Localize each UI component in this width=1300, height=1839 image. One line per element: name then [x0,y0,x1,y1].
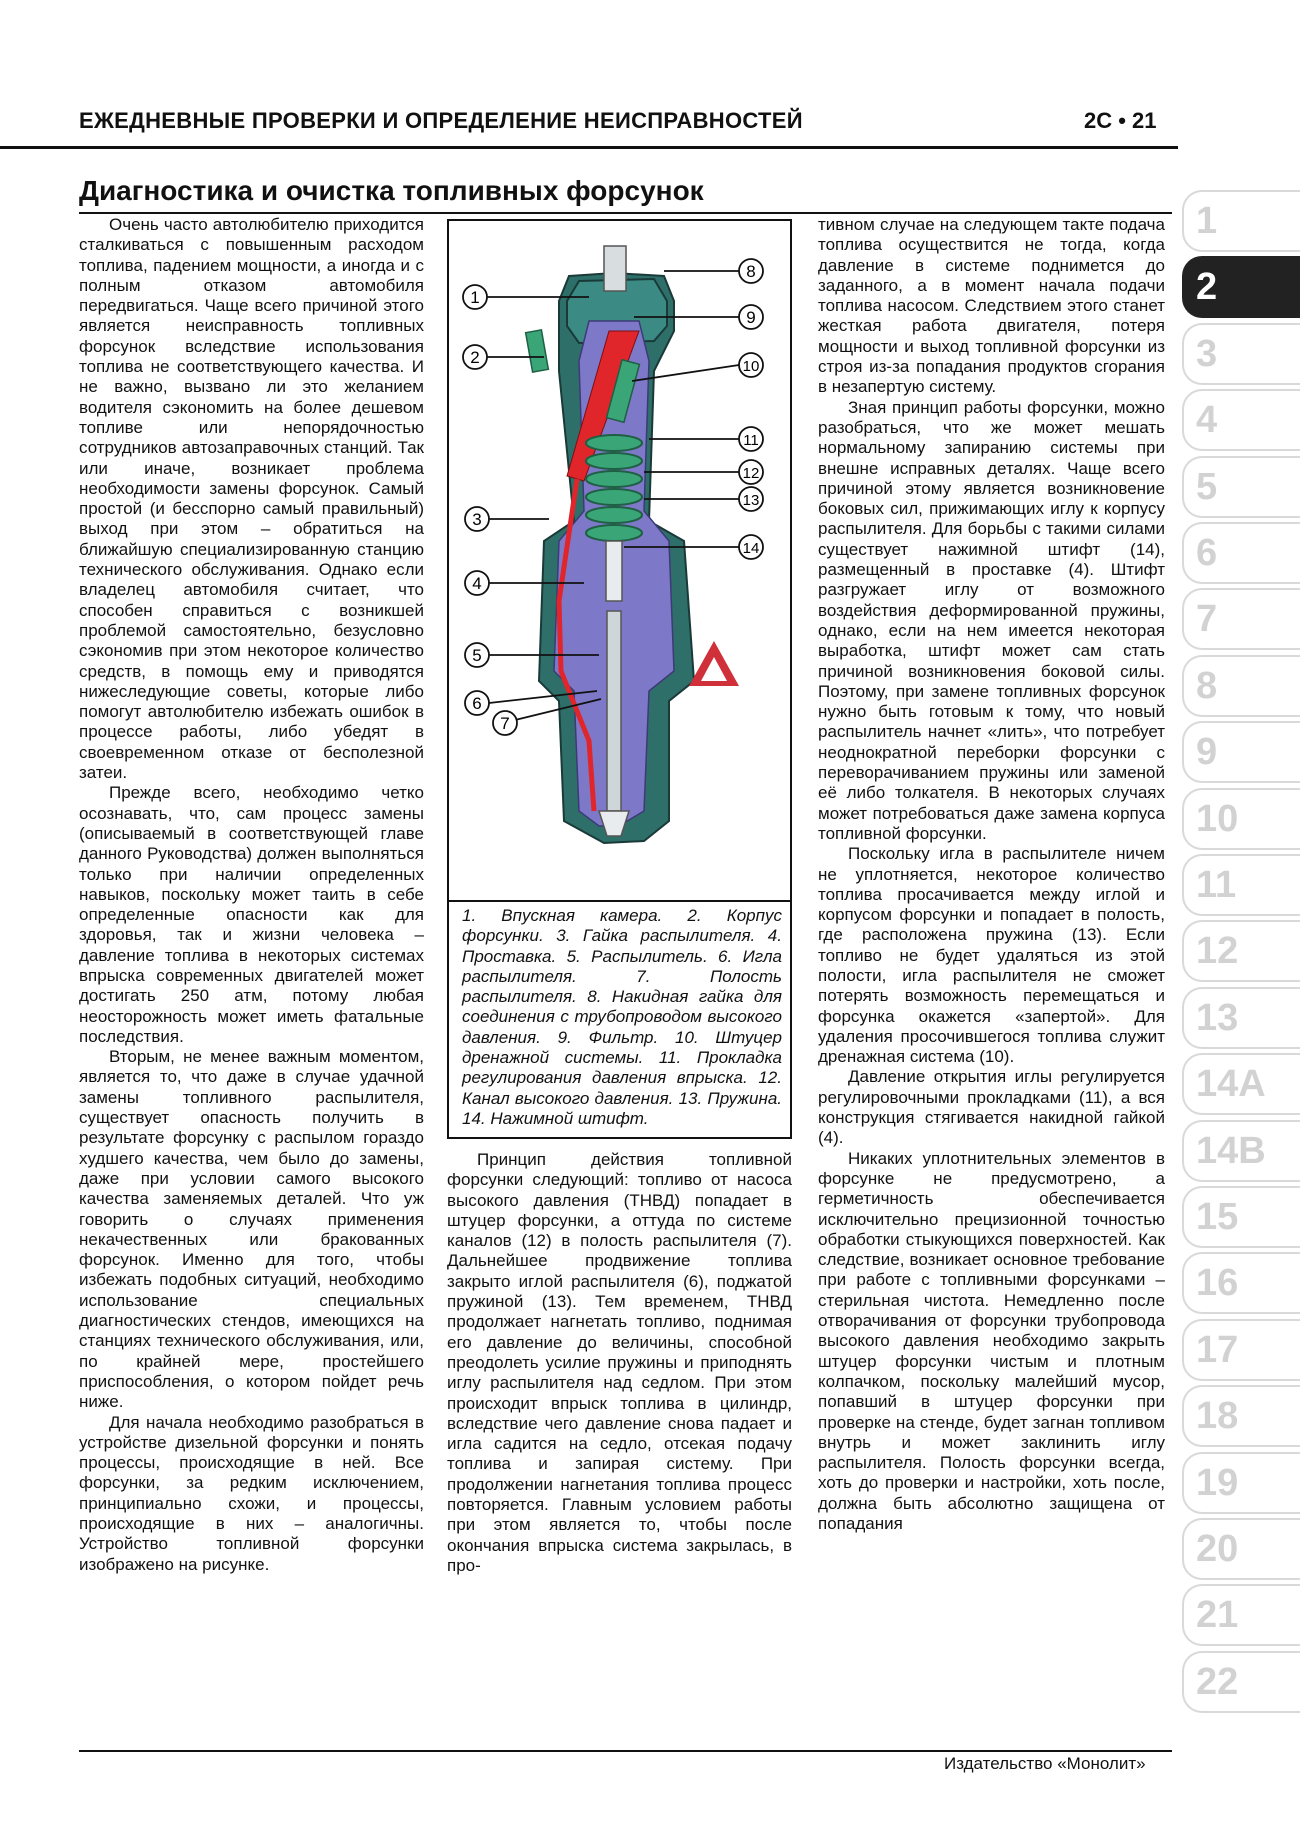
text-column-2 [447,1150,792,1576]
header-rule [0,146,1178,149]
paragraph: Принцип действия топливной форсунки следующий: топливо от насоса высокого давления (ТНВД) попадает в штуцер форсунки, а оттуда по системе каналов (12) в полость распылителя (7). Дальнейшее продвижение топлива закрыто иглой распылителя (6), поджатой пружиной (13). Тем временем, ТНВД продолжает нагнетать топливо, поднимая его давление до величины, способной преодолеть усилие пружины и приподнять иглу распылителя над седлом. При этом происходит впрыск топлива в цилиндр, вследствие чего давление снова падает и игла садится на седло, отсекая подачу топлива и запирая систему. При продолжении нагнетания топлива процесс повторяется. Главным условием работы при этом является то, чтобы после окончания впрыска система закрылась, в про- [447,1150,792,1575]
paragraph: Зная принцип работы форсунки, можно разобраться, что же может мешать нормальному запиранию системы при внешне исправных деталях. Чаще всего причиной этому является возникновение боковых сил, прижимающих иглу к корпусу распылителя. Для борьбы с такими силами существует нажимной штифт (14), размещенный в проставке (4). Штифт разгружает иглу от возможного воздействия деформированной пружины, однако, если на нем имеется некоторая выработка, штифт может сам стать причиной возникновения боковой силы. Поэтому, при замене топливных форсунок нужно быть готовым к тому, что новый распылитель начнет «лить», что потребует неоднократной переборки форсунки с переворачиванием пружины или заменой её либо толкателя. В некоторых случаях может потребоваться даже замена корпуса топливной форсунки. [818,397,1165,843]
chapter-tab-10[interactable]: 10 [1182,788,1300,850]
chapter-tab-11[interactable]: 11 [1182,854,1300,916]
callout-4 [465,571,489,595]
callout-11 [739,427,763,451]
chapter-tab-7[interactable]: 7 [1182,588,1300,650]
nozzle-needle [607,611,621,811]
callout-1 [463,285,487,309]
chapter-tab-12[interactable]: 12 [1182,920,1300,982]
text-column-1 [79,215,424,1575]
chapter-tab-14А[interactable]: 14А [1182,1053,1300,1115]
callout-7 [493,711,517,735]
callout-2 [463,345,487,369]
svg-text:14: 14 [742,540,760,557]
svg-text:3: 3 [472,510,482,529]
figure-caption: 1. Впускная камера. 2. Корпус форсунки. 3. Гайка распылителя. 4. Проставка. 5. Распылитель. 6. Игла распылителя. 7. Полость распылителя. 8. Накидная гайка для соединения с трубопроводом высокого давления. 9. Фильтр. 10. Штуцер дренажной системы. 11. Прокладка регулирования давления впрыска. 12. Канал высокого давления. 13. Пружина. 14. Нажимной штифт. [462,906,782,1128]
paragraph: Давление открытия иглы регулируется регулировочными прокладками (11), а вся конструкция стягивается накидной гайкой (4). [818,1067,1165,1148]
chapter-tab-3[interactable]: 3 [1182,323,1300,385]
chapter-tab-4[interactable]: 4 [1182,389,1300,451]
paragraph: Для начала необходимо разобраться в устройстве дизельной форсунки и понять процессы, происходящие в ней. Все форсунки, за редким исключением, принципиально схожи, и процессы, происходящие в них – аналогичны. Устройство топливной форсунки изображено на рисунке. [79,1412,424,1574]
svg-text:1: 1 [470,288,480,307]
callout-3 [465,507,489,531]
svg-text:2: 2 [470,348,480,367]
callout-13 [739,487,763,511]
paragraph: Прежде всего, необходимо четко осознавать, что, сам процесс замены (описываемый в соответствующей главе данного Руководства) должен выполняться только при наличии определенных навыков, поскольку может таить в себе определенные опасности как для здоровья, так и жизни человека – давление топлива в некоторых системах впрыска современных двигателей может достигать 250 атм, потому любая неосторожность может иметь фатальные последствия. [79,783,424,1046]
chapter-tab-21[interactable]: 21 [1182,1584,1300,1646]
paragraph: Никаких уплотнительных элементов в форсунке не предусмотрено, а герметичность обеспечивается исключительно прецизионной точностью обработки стыкующихся поверхностей. Как следствие, возникает основное требование при работе с топливными форсунками – стерильная чистота. Немедленно после отворачивания от форсунки трубопровода высокого давления необходимо закрыть штуцер форсунки чистым и плотным колпачком, поскольку малейший мусор, попавший в штуцер форсунки при проверке на стенде, будет загнан топливом внутрь и может заклинить иглу распылителя. Полость форсунки всегда, хоть до проверки и настройки, хоть после, должна быть абсолютно защищена от попадания [818,1148,1165,1533]
svg-text:6: 6 [472,694,482,713]
svg-text:9: 9 [746,308,756,327]
callout-14 [739,535,763,559]
inlet-fitting [604,246,626,291]
text-column-3 [818,215,1165,1534]
svg-text:10: 10 [742,358,760,375]
paragraph: Очень часто автолюбителю приходится сталкиваться с повышенным расходом топлива, падением мощности, а иногда и с полным отказом автомобиля передвигаться. Чаще всего причиной этого является неисправность топливных форсунок вследствие использования топлива не соответствующего качества. И не важно, вызвано ли это желанием водителя сэкономить на более дешевом топливе или непорядочностью сотрудников автозаправочных станций. Так или иначе, возникает проблема необходимости замены форсунок. Самый простой (и бесспорно самый правильный) выход при этом – обратиться на ближайшую специализированную станцию технического обслуживания. Однако если владелец автомобиля считает, что способен справиться с возникшей проблемой самостоятельно, безусловно сэкономив при этом некоторое количество средств, в помощь ему и приводятся нижеследующие советы, которые либо помогут автолюбителю избежать ошибок в процессе работы, либо убедят в своевременном отказе от бесполезной затеи. [79,215,424,783]
callout-8 [739,259,763,283]
chapter-tab-6[interactable]: 6 [1182,522,1300,584]
chapter-tab-19[interactable]: 19 [1182,1452,1300,1514]
paragraph: тивном случае на следующем такте подача топлива осуществится не тогда, когда давление в системе поднимется до заданного, а в момент начала подачи топлива насосом. Следствием этого станет жесткая работа двигателя, потеря мощности и выход топливной форсунки из строя из-за попадания продуктов сгорания в незапертую систему. [818,215,1165,397]
svg-text:5: 5 [472,646,482,665]
chapter-tab-1[interactable]: 1 [1182,190,1300,252]
svg-text:12: 12 [742,465,760,482]
callout-9 [739,305,763,329]
chapter-tab-17[interactable]: 17 [1182,1319,1300,1381]
svg-text:7: 7 [500,714,510,733]
chapter-tab-14В[interactable]: 14В [1182,1120,1300,1182]
callout-10 [739,353,763,377]
title-rule [79,212,1172,214]
chapter-tab-13[interactable]: 13 [1182,987,1300,1049]
section-header: ЕЖЕДНЕВНЫЕ ПРОВЕРКИ И ОПРЕДЕЛЕНИЕ НЕИСПРАВНОСТЕЙ [79,108,803,133]
chapter-tab-9[interactable]: 9 [1182,721,1300,783]
chapter-tab-5[interactable]: 5 [1182,456,1300,518]
left-fitting [526,330,549,372]
chapter-tab-16[interactable]: 16 [1182,1252,1300,1314]
figure-divider [447,900,792,902]
svg-text:13: 13 [742,492,760,509]
chapter-tab-22[interactable]: 22 [1182,1651,1300,1713]
svg-text:8: 8 [746,262,756,281]
chapter-tab-18[interactable]: 18 [1182,1385,1300,1447]
chapter-tab-15[interactable]: 15 [1182,1186,1300,1248]
callout-6 [465,691,489,715]
footer-rule [79,1750,1172,1752]
svg-text:11: 11 [743,432,759,449]
svg-text:4: 4 [472,574,482,593]
push-pin [606,541,622,601]
chapter-tab-2[interactable]: 2 [1182,256,1300,318]
chapter-tab-20[interactable]: 20 [1182,1518,1300,1580]
callout-5 [465,643,489,667]
chapter-tab-8[interactable]: 8 [1182,655,1300,717]
paragraph: Вторым, не менее важным моментом, является то, что даже в случае удачной замены топливного распылителя, существует опасность получить в результате форсунку с распылом гораздо худшего качества, чем было до замены, даже при условии самого высокого качества заменяемых деталей. Что уж говорить о случаях применения некачественных или бракованных форсунок. Именно для того, чтобы избежать подобных ситуаций, необходимо использование специальных диагностических стендов, имеющихся на станциях технического обслуживания, или, по крайней мере, простейшего приспособления, о котором пойдет речь ниже. [79,1047,424,1412]
fuel-injector-diagram [449,221,790,898]
callout-12 [739,460,763,484]
paragraph: Поскольку игла в распылителе ничем не уплотняется, некоторое количество топлива просачивается между иглой и корпусом форсунки и попадает в полость, где расположена пружина (13). Если топливо не будет удаляться из этой полости, игла распылителя не сможет потерять возможность перемещаться и форсунка окажется «запертой». Для удаления просочившегося топлива служит дренажная система (10). [818,844,1165,1067]
publisher-name: Издательство «Монолит» [944,1754,1146,1773]
article-title: Диагностика и очистка топливных форсунок [79,175,704,206]
page-number: 2С • 21 [1084,108,1157,133]
